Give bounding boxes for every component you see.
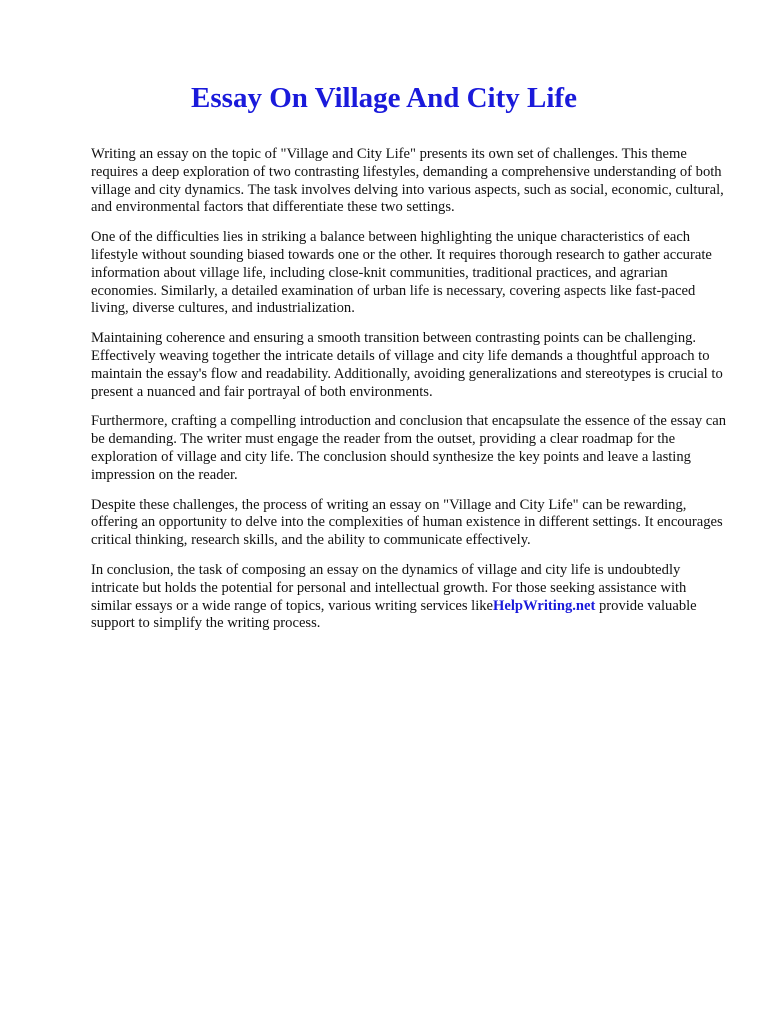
paragraph-4: Furthermore, crafting a compelling introduction and conclusion that encapsulate the essence of the essay can be demanding. The writer must engage the reader from the outset, providing a clear roadmap for the exploration of village and city life. The conclusion should synthesize the key points and leave a lasting impression on the reader. (91, 413, 727, 483)
paragraph-5: Despite these challenges, the process of writing an essay on "Village and City Life" can be rewarding, offering an opportunity to delve into the complexities of human existence in different settings. It encourages critical thinking, research skills, and the ability to communicate effectively. (91, 496, 723, 549)
conclusion-text: In conclusion, the task of composing an essay on the dynamics of village and city life is undoubtedly intricate but holds the potential for personal and intellectual growth. For those seeking assistance with similar essays or a wide range of topics, various writing services like (91, 561, 687, 614)
paragraph-1: Writing an essay on the topic of "Village and City Life" presents its own set of challenges. This theme requires a deep exploration of two contrasting lifestyles, demanding a comprehensive understanding of both village and city dynamics. The task involves delving into various aspects, such as social, economic, cultural, and environmental factors that differentiate these two settings. (91, 146, 724, 216)
paragraph-3: Maintaining coherence and ensuring a smooth transition between contrasting points can be challenging. Effectively weaving together the intricate details of village and city life demands a thoughtful approach to maintain the essay's flow and readability. Additionally, avoiding generalizations and stereotypes is crucial to present a nuanced and fair portrayal of both environments. (91, 330, 723, 400)
conclusion-text-end: provide valuable support to simplify the writing process. (91, 597, 697, 632)
essay-body (91, 146, 727, 645)
page-title: Essay On Village And City Life (191, 82, 577, 114)
helpwriting-link[interactable]: HelpWriting.net (493, 597, 596, 614)
paragraph-2: One of the difficulties lies in striking a balance between highlighting the unique characteristics of each lifestyle without sounding biased towards one or the other. It requires thorough research to gather accurate information about village life, including close-knit communities, traditional practices, and agrarian economies. Similarly, a detailed examination of urban life is necessary, covering aspects like fast-paced living, diverse cultures, and industrialization. (91, 229, 712, 317)
paragraph-conclusion (91, 562, 727, 633)
